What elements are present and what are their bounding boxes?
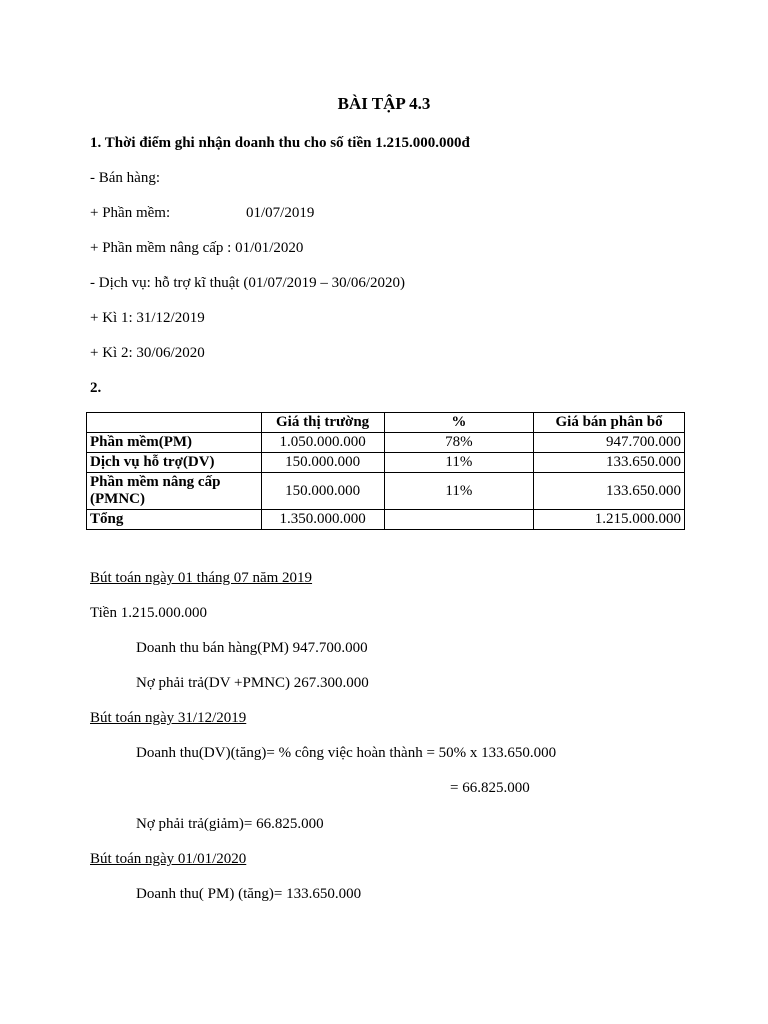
entry2-heading: Bút toán ngày 31/12/2019: [90, 710, 247, 726]
software-date: 01/07/2019: [246, 205, 315, 221]
table-row: [87, 453, 685, 473]
allocated-price-cell: 133.650.000: [534, 473, 685, 510]
entry1-line: Nợ phải trả(DV +PMNC) 267.300.000: [136, 675, 369, 691]
software-label: + Phần mềm:: [90, 205, 171, 221]
market-price-cell: 1.350.000.000: [261, 510, 384, 530]
percent-cell: [384, 510, 534, 530]
table-row-total: [87, 510, 685, 530]
period2-line: + Kì 2: 30/06/2020: [90, 345, 205, 361]
market-price-cell: 1.050.000.000: [261, 433, 384, 453]
section1-heading: 1. Thời điểm ghi nhận doanh thu cho số tiền 1.215.000.000đ: [90, 135, 470, 151]
row-label: Phần mềm(PM): [87, 433, 262, 453]
percent-cell: 11%: [384, 473, 534, 510]
row-label: Tổng: [87, 510, 262, 530]
row-label: Dịch vụ hỗ trợ(DV): [87, 453, 262, 473]
entry2-line: = 66.825.000: [450, 780, 530, 796]
allocated-price-cell: 133.650.000: [534, 453, 685, 473]
entry3-heading: Bút toán ngày 01/01/2020: [90, 851, 247, 867]
document-title: BÀI TẬP 4.3: [337, 94, 431, 113]
section2-heading: 2.: [90, 380, 102, 396]
table-header-row: [87, 413, 685, 433]
table-header-cell: Giá bán phân bổ: [534, 413, 685, 433]
market-price-cell: 150.000.000: [261, 453, 384, 473]
period1-line: + Kì 1: 31/12/2019: [90, 310, 205, 326]
entry1-heading: Bút toán ngày 01 tháng 07 năm 2019: [90, 570, 313, 586]
row-label: Phần mềm nâng cấp (PMNC): [87, 473, 262, 510]
entry1-line: Tiền 1.215.000.000: [90, 605, 207, 621]
entry1-line: Doanh thu bán hàng(PM) 947.700.000: [136, 640, 368, 656]
market-price-cell: 150.000.000: [261, 473, 384, 510]
software-line: [90, 204, 490, 222]
table-header-cell: Giá thị trường: [261, 413, 384, 433]
entry2-line: Doanh thu(DV)(tăng)= % công việc hoàn thành = 50% x 133.650.000: [136, 745, 557, 761]
upgrade-line: + Phần mềm nâng cấp : 01/01/2020: [90, 240, 304, 256]
sales-label: - Bán hàng:: [90, 170, 160, 186]
allocated-price-cell: 947.700.000: [534, 433, 685, 453]
percent-cell: 78%: [384, 433, 534, 453]
allocated-price-cell: 1.215.000.000: [534, 510, 685, 530]
allocation-table: [86, 412, 685, 530]
entry2-line: Nợ phải trả(giảm)= 66.825.000: [136, 816, 324, 832]
table-row: [87, 473, 685, 510]
table-header-cell: [87, 413, 262, 433]
service-line: - Dịch vụ: hỗ trợ kĩ thuật (01/07/2019 – 30/06/2020): [90, 275, 405, 291]
table-row: [87, 433, 685, 453]
entry3-line: Doanh thu( PM) (tăng)= 133.650.000: [136, 886, 362, 902]
table-header-cell: %: [384, 413, 534, 433]
percent-cell: 11%: [384, 453, 534, 473]
